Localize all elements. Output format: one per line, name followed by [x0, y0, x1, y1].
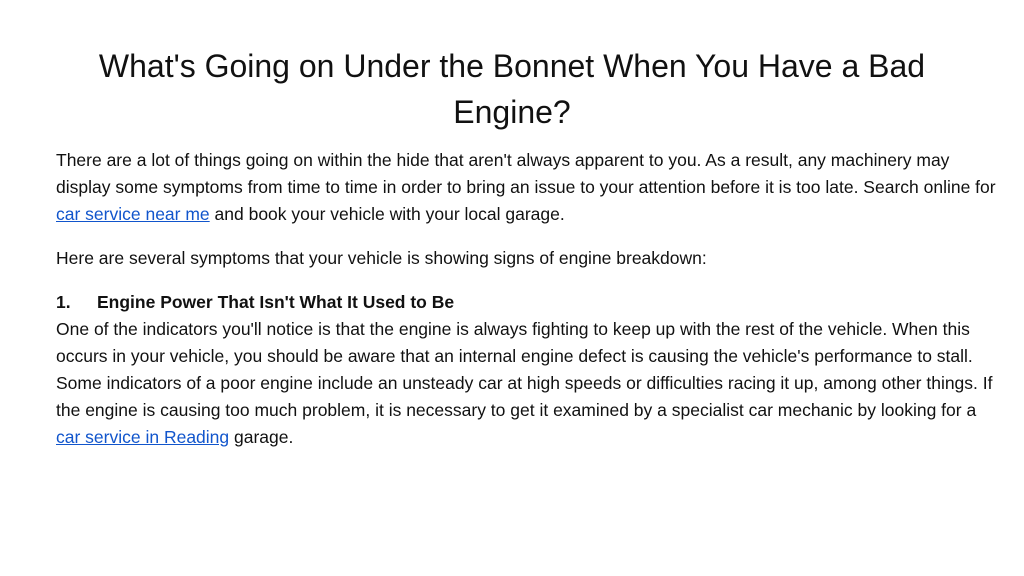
article-body	[56, 147, 996, 451]
page-title-line-2: Engine?	[453, 94, 571, 130]
intro-text-start: There are a lot of things going on within the hide that aren't always apparent to you. As a result, any machinery may display some symptoms from time to time in order to bring an issue to your attention before it is too late. Search online for	[56, 150, 996, 197]
section-1-number: 1.	[56, 292, 71, 312]
section-1-text-end: garage.	[229, 427, 294, 447]
intro-text-end: and book your vehicle with your local garage.	[209, 204, 565, 224]
section-1-heading-text: Engine Power That Isn't What It Used to Be	[97, 292, 455, 312]
section-1-text-start: One of the indicators you'll notice is that the engine is always fighting to keep up with the rest of the vehicle. When this occurs in your vehicle, you should be aware that an internal engine defect is causing the vehicle's performance to stall. Some indicators of a poor engine include an unsteady car at high speeds or difficulties racing it up, among other things. If the engine is causing too much problem, it is necessary to get it examined by a specialist car mechanic by looking for a	[56, 319, 993, 420]
section-1-paragraph	[56, 316, 996, 451]
page-title-line-1: What's Going on Under the Bonnet When You Have a Bad	[98, 48, 926, 84]
intro-paragraph	[56, 147, 996, 228]
car-service-in-reading-link[interactable]: car service in Reading	[56, 427, 230, 447]
page-title	[60, 43, 964, 135]
symptoms-intro-paragraph: Here are several symptoms that your vehicle is showing signs of engine breakdown:	[56, 248, 707, 268]
section-1-heading	[56, 289, 996, 316]
car-service-near-me-link[interactable]: car service near me	[56, 204, 210, 224]
